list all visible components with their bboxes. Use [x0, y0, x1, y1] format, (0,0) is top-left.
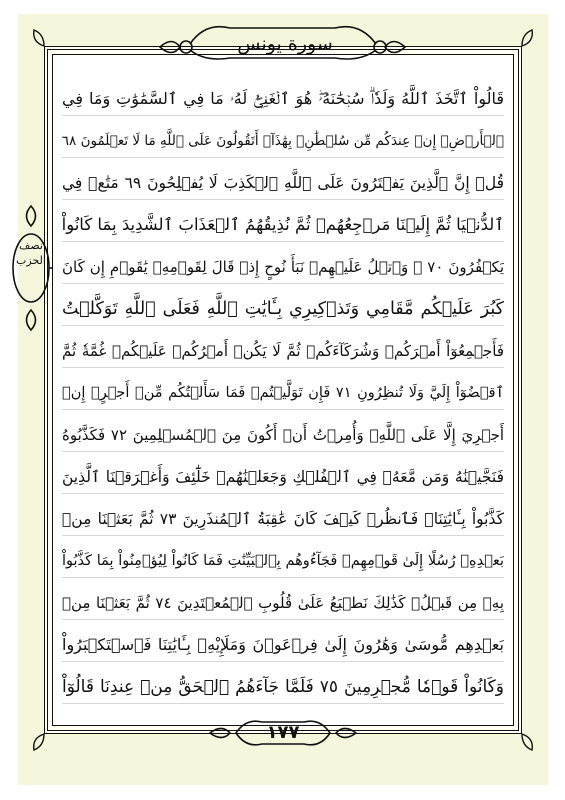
text-line: أَجۡرِيَ إِلَّا عَلَى ٱللَّهِۖ وَأُمِرۡتُ أَنۡ أَكُونَ مِنَ ٱلۡمُسۡلِمِينَ ٧٢ فَكَذَّبُوهُ	[62, 414, 504, 456]
text-line: يَكۡفُرُونَ ٧٠ ۞ وَٱتۡلُ عَلَيۡهِمۡ نَبَأَ نُوحٍ إِذۡ قَالَ لِقَوۡمِهِۦ يَٰقَوۡمِ إِن كَانَ	[62, 246, 504, 288]
text-line: ٱلدُّنۡيَا ثُمَّ إِلَيۡنَا مَرۡجِعُهُمۡ ثُمَّ نُذِيقُهُمُ ٱلۡعَذَابَ ٱلشَّدِيدَ بِمَا كَانُواْ	[62, 204, 504, 246]
text-line: وَكَانُواْ قَوۡمٗا مُّجۡرِمِينَ ٧٥ فَلَمَّا جَآءَهُمُ ٱلۡحَقُّ مِنۡ عِندِنَا قَالُوٓاْ	[62, 666, 504, 708]
page-number: ١٧٧	[266, 722, 300, 743]
text-line: كَذَّبُواْ بِـَٔايَٰتِنَاۖ فَٱنظُرۡ كَيۡفَ كَانَ عَٰقِبَةُ ٱلۡمُنذَرِينَ ٧٣ ثُمَّ بَعَثۡنَا مِنۢ	[62, 498, 504, 540]
text-line: بَعۡدِهِم مُّوسَىٰ وَهَٰرُونَ إِلَىٰ فِرۡعَوۡنَ وَمَلَإِيْهِۦ بِـَٔايَٰتِنَا فَٱسۡتَكۡبَرُواْ	[62, 624, 504, 666]
quran-text-block	[62, 78, 504, 718]
hizb-marker-label: نصف الحزب	[16, 239, 46, 267]
text-line: ٱلۡأَرۡضِۚ إِنۡ عِندَكُم مِّن سُلۡطَٰنِۭ بِهَٰذَآۚ أَتَقُولُونَ عَلَى ٱللَّهِ مَا لَا تَعۡلَمُونَ ٦٨	[62, 120, 504, 162]
text-line: بِهِۦ مِن قَبۡلُۚ كَذَٰلِكَ نَطۡبَعُ عَلَىٰ قُلُوبِ ٱلۡمُعۡتَدِينَ ٧٤ ثُمَّ بَعَثۡنَا مِنۢ	[62, 582, 504, 624]
text-line: كَبُرَ عَلَيۡكُم مَّقَامِي وَتَذۡكِيرِي بِـَٔايَٰتِ ٱللَّهِ فَعَلَى ٱللَّهِ تَوَكَّلۡتُ	[62, 288, 504, 330]
surah-title: سورة يونس	[237, 33, 333, 55]
text-line: فَأَجۡمِعُوٓاْ أَمۡرَكُمۡ وَشُرَكَآءَكُمۡ ثُمَّ لَا يَكُنۡ أَمۡرُكُمۡ عَلَيۡكُمۡ غُمَّةٗ ثُمَّ	[62, 330, 504, 372]
text-line: بَعۡدِهِۦ رُسُلًا إِلَىٰ قَوۡمِهِمۡ فَجَآءُوهُم بِٱلۡبَيِّنَٰتِ فَمَا كَانُواْ لِيُؤۡمِنُواْ بِمَا كَذَّبُواْ	[62, 540, 504, 582]
text-line: ٱقۡضُوٓاْ إِلَيَّ وَلَا تُنظِرُونِ ٧١ فَإِن تَوَلَّيۡتُمۡ فَمَا سَأَلۡتُكُم مِّنۡ أَجۡرٍۖ إِنۡ	[62, 372, 504, 414]
text-line: فَنَجَّيۡنَٰهُ وَمَن مَّعَهُۥ فِي ٱلۡفُلۡكِ وَجَعَلۡنَٰهُمۡ خَلَٰٓئِفَ وَأَغۡرَقۡنَا ٱلَّذِينَ	[62, 456, 504, 498]
text-line: قُلۡ إِنَّ ٱلَّذِينَ يَفۡتَرُونَ عَلَى ٱللَّهِ ٱلۡكَذِبَ لَا يُفۡلِحُونَ ٦٩ مَتَٰعٞ فِي	[62, 162, 504, 204]
text-line: قَالُواْ ٱتَّخَذَ ٱللَّهُ وَلَدٗاۗ سُبۡحَٰنَهُۥۖ هُوَ ٱلۡغَنِيُّۖ لَهُۥ مَا فِي ٱلسَّمَٰوَٰتِ وَمَا فِي	[62, 78, 504, 120]
